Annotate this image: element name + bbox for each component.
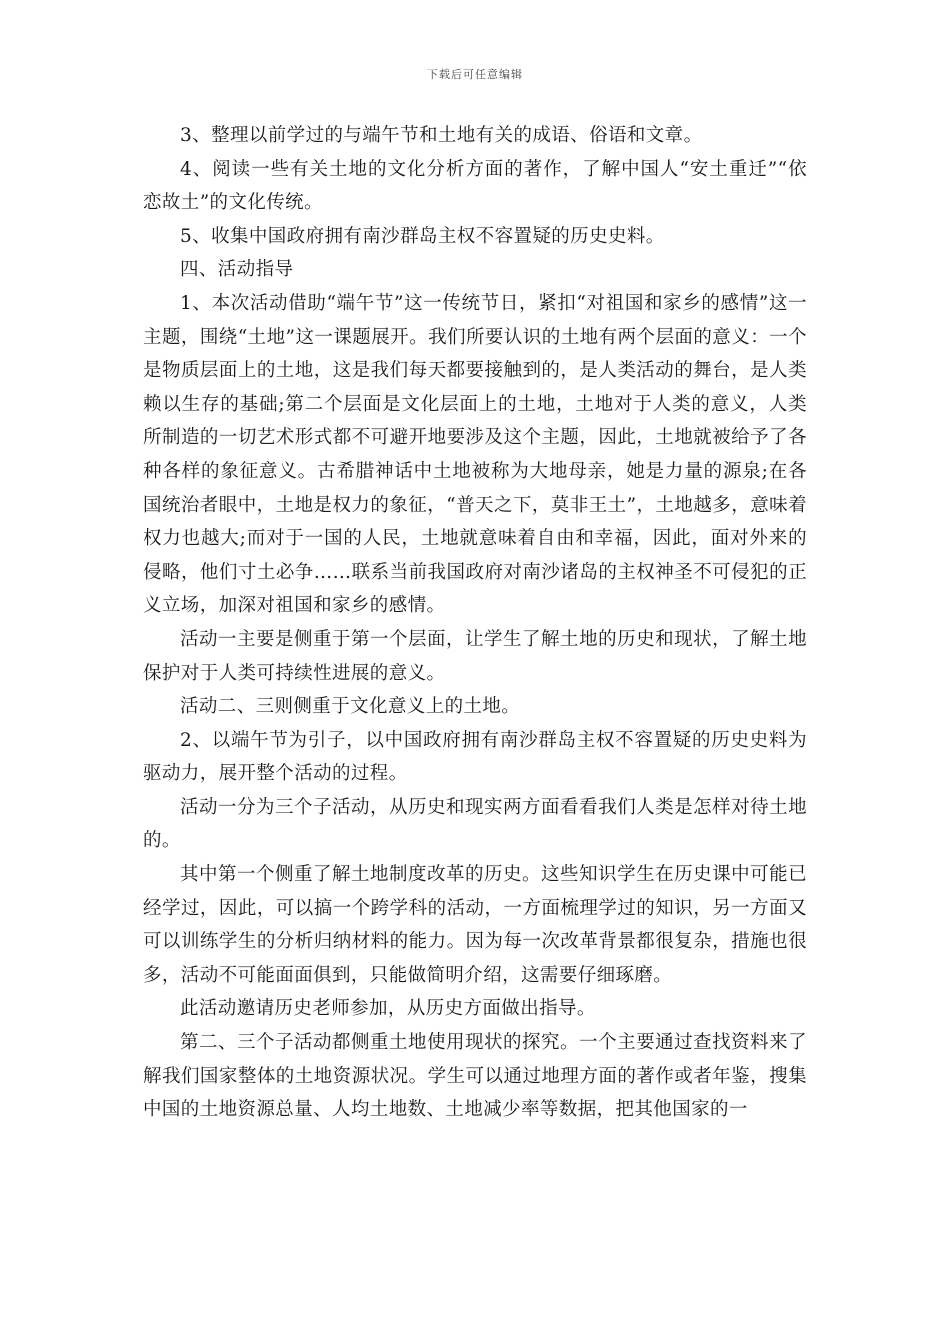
paragraph-history-teacher: 此活动邀请历史老师参加，从历史方面做出指导。 bbox=[180, 998, 596, 1020]
paragraph-guidance-2: 2、以端午节为引子，以中国政府拥有南沙群岛主权不容置疑的历史史料为驱动力，展开整个活动的过程。 bbox=[143, 729, 807, 785]
paragraph-item-4: 4、阅读一些有关土地的文化分析方面的著作，了解中国人“安土重迁”“依恋故土”的文化传统。 bbox=[143, 158, 807, 214]
paragraph-sub-activities: 活动一分为三个子活动，从历史和现实两方面看看我们人类是怎样对待土地的。 bbox=[143, 796, 807, 852]
paragraph-second-third-sub-activity: 第二、三个子活动都侧重土地使用现状的探究。一个主要通过查找资料来了解我们国家整体的土地资源状况。学生可以通过地理方面的著作或者年鉴，搜集中国的土地资源总量、人均土地数、土地减少率等数据，把其他国家的一 bbox=[143, 1032, 807, 1121]
paragraph-first-sub-activity: 其中第一个侧重了解土地制度改革的历史。这些知识学生在历史课中可能已经学过，因此，可以搞一个跨学科的活动，一方面梳理学过的知识，另一方面又可以训练学生的分析归纳材料的能力。因为每一次改革背景都很复杂，措施也很多，活动不可能面面俱到，只能做简明介绍，这需要仔细琢磨。 bbox=[143, 864, 807, 986]
paragraph-activity-one-focus: 活动一主要是侧重于第一个层面，让学生了解土地的历史和现状，了解土地保护对于人类可持续性进展的意义。 bbox=[143, 628, 807, 684]
document-body bbox=[143, 119, 807, 1127]
section-heading-guidance: 四、活动指导 bbox=[180, 259, 294, 281]
paragraph-activity-two-three: 活动二、三则侧重于文化意义上的土地。 bbox=[180, 696, 521, 718]
page-header: 下载后可任意编辑 bbox=[427, 68, 523, 81]
paragraph-item-3: 3、整理以前学过的与端午节和土地有关的成语、俗语和文章。 bbox=[180, 125, 703, 146]
paragraph-item-5: 5、收集中国政府拥有南沙群岛主权不容置疑的历史史料。 bbox=[180, 225, 665, 247]
paragraph-guidance-1: 1、本次活动借助“端午节”这一传统节日，紧扣“对祖国和家乡的感情”这一主题，围绕“土地”这一课题展开。我们所要认识的土地有两个层面的意义：一个是物质层面上的土地，这是我们每天都要接触到的，是人类活动的舞台，是人类赖以生存的基础;第二个层面是文化层面上的土地，土地对于人类的意义，人类所制造的一切艺术形式都不可避开地要涉及这个主题，因此，土地就被给予了各种各样的象征意义。古希腊神话中土地被称为大地母亲，她是力量的源泉;在各国统治者眼中，土地是权力的象征，“普天之下，莫非王土”，土地越多，意味着权力也越大;而对于一国的人民，土地就意味着自由和幸福，因此，面对外来的侵略，他们寸土必争……联系当前我国政府对南沙诸岛的主权神圣不可侵犯的正义立场，加深对祖国和家乡的感情。 bbox=[143, 292, 807, 617]
